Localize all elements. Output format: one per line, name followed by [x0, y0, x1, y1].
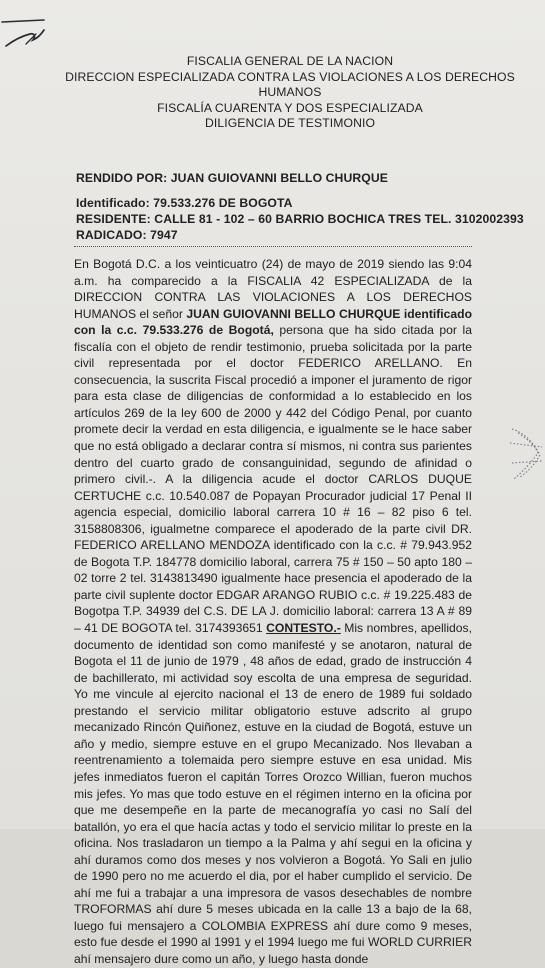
testimony-body [74, 256, 472, 968]
residente: RESIDENTE: CALLE 81 - 102 – 60 BARRIO BOCHICA TRES TEL. 3102002393 [76, 212, 524, 226]
header-line-5: DILIGENCIA DE TESTIMONIO [204, 116, 376, 131]
body-text-witness: JUAN GUIOVANNI BELLO CHURQUE identificado con la c.c. 79.533.276 de Bogotá, [74, 306, 472, 338]
body-text-testimony: Mis nombres, apellidos, documento de identidad son como manifesté y se anotaron, natural de Bogota el 11 de junio de 1979 , 48 años de edad, grado de instrucción 4 de bachillerato, mi actividad soy escolta de una empresa de seguridad. Yo me vincule al ejercito nacional el 13 de enero de 1989 fui soldado prestando el servicio militar obligatorio estuve adscrito al grupo mecanizado Rincón Quiñonez, estuve en la ciudad de Bogotá, estuve un año y medio, siempre estuve en el grupo Mecanizado. Nos llevaban a reentrenamiento a tolemaida pero siempre estuve en esa unidad. Mis jefes inmediatos fueron el capitán Torres Orozco Willian, fueron muchos mis jefes. Yo mas que todo estuve en el régimen interno en la oficina por que me desempeñe en la parte de mecanografía yo casi no Salí del batallón, yo era el que hacía actas y todo el servicio militar lo preste en la oficina. Nos trasladaron un tiempo a la Palma y ahí segui en la oficina y ahí duramos como dos meses y nos volvieron a Bogotá. Yo Sali en julio de 1990 pero no me acuerdo el dia, por el haber cumplido el servicio. De ahí me fui a trabajar a una impresora de vasos desechables de nombre TROFORMAS ahí dure 5 meses ubicada en la calle 13 a bajo de la 68, luego fui mensajero a COLOMBIA EXPRESS ahí dure como 9 meses, esto fue desde el 1990 al 1991 y el 1994 luego me fui WORLD CURRIER ahí mensajero dure como un año, y luego hasta donde [74, 621, 472, 966]
dotted-separator [74, 246, 472, 247]
header-line-4: FISCALÍA CUARENTA Y DOS ESPECIALIZADA [157, 100, 423, 115]
header-line-1: FISCALIA GENERAL DE LA NACION [186, 54, 394, 68]
handwritten-mark [0, 0, 60, 60]
body-text-intro: En Bogotá D.C. a los veinticuatro (24) de mayo de 2019 siendo las 9:04 a.m. ha comparecido a la FISCALIA 42 ESPECIALIZADA de la DIRECCION CONTRA LAS VIOLACIONES A LOS DERECHOS HUMANOS el señor [74, 257, 472, 321]
document-header [60, 54, 520, 132]
contesto-label: CONTESTO.- [266, 621, 341, 636]
header-line-3: HUMANOS [258, 85, 322, 100]
identificado: Identificado: 79.533.276 DE BOGOTA [76, 196, 293, 210]
rendido-por: RENDIDO POR: JUAN GUIOVANNI BELLO CHURQUE [76, 171, 388, 185]
stamp-mark [508, 425, 545, 485]
radicado: RADICADO: 7947 [76, 228, 178, 242]
body-text-proceedings: persona que ha sido citada por la fiscalía con el objeto de rendir testimonio, prueba solicitada por la parte civil representada por el doctor FEDERICO ARELLANO. En consecuencia, la suscrita Fiscal procedió a imponer el juramento de rigor para esta clase de diligencias de conformidad a lo establecido en los artículos 269 de la ley 600 de 2000 y 442 del Código Penal, por cuanto promete decir la verdad en esta diligencia, e igualmente se le hace saber que no está obligado a declarar contra sí mismos, ni contra sus parientes dentro del cuarto grado de consanguinidad, segundo de afinidad o primero civil.-. A la diligencia acude el doctor CARLOS DUQUE CERTUCHE c.c. 10.540.087 de Popayan Procurador judicial 17 Penal II agencia especial, domicilio laboral carrera 10 # 16 – 82 piso 6 tel. 3158808306, igualmetne comparece el apoderado de la parte civil DR. FEDERICO ARELLANO MENDOZA identificado con la c.c. # 79.943.952 de Bogota T.P. 184778 domicilio laboral, carrera 75 # 150 – 50 apto 180 – 02 torre 2 tel. 3143813490 igualmente hace presencia el apoderado de la parte civil suplente doctor EDGAR ARANGO RUBIO c.c. # 19.225.483 de Bogotpa T.P. 34939 del C.S. DE LA J. domicilio laboral: carrera 13 A # 89 – 41 DE BOGOTA tel. 3174393651 [74, 323, 472, 636]
header-line-2: DIRECCION ESPECIALIZADA CONTRA LAS VIOLACIONES A LOS DERECHOS [65, 69, 515, 84]
